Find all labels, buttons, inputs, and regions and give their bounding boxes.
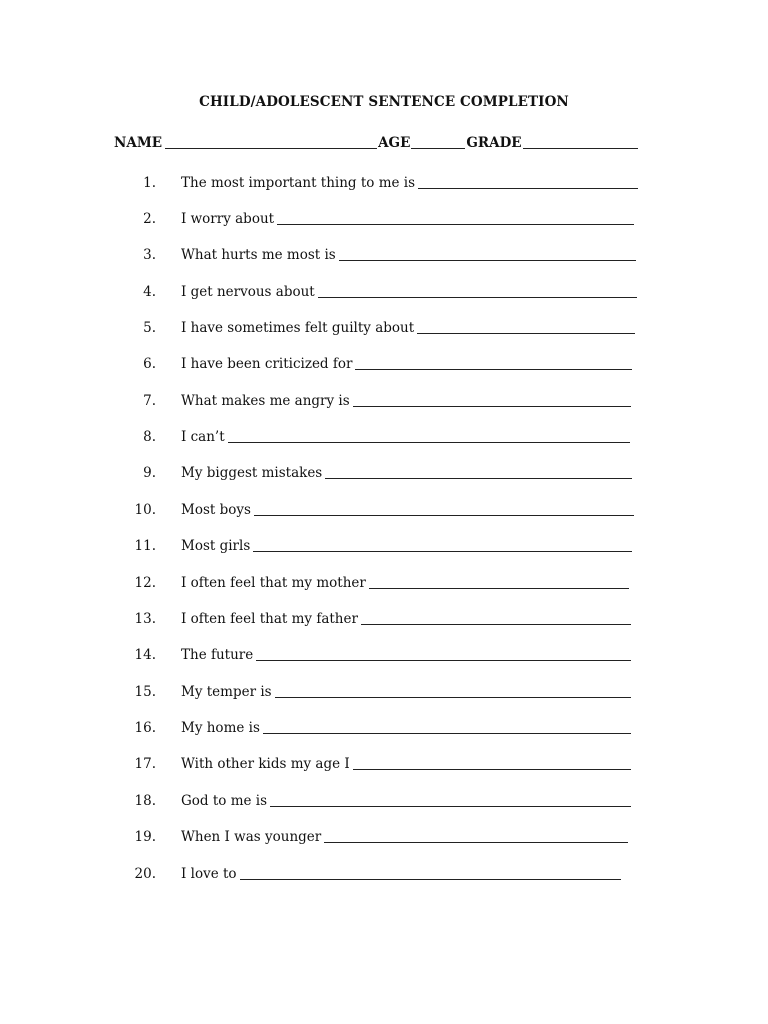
item-number: 20.	[134, 866, 156, 882]
item-line	[181, 718, 631, 738]
answer-blank[interactable]	[353, 392, 631, 407]
answer-blank[interactable]	[240, 865, 621, 880]
item-number: 6.	[143, 356, 156, 372]
grade-blank[interactable]	[523, 134, 638, 149]
sentence-item	[0, 318, 768, 338]
item-line	[181, 609, 631, 629]
sentence-item	[0, 427, 768, 447]
item-line	[181, 354, 632, 374]
item-prompt: I often feel that my father	[181, 611, 358, 627]
item-line	[181, 391, 631, 411]
sentence-item	[0, 645, 768, 665]
item-line	[181, 791, 631, 811]
sentence-item	[0, 754, 768, 774]
item-prompt: God to me is	[181, 793, 268, 809]
sentence-item	[0, 173, 768, 193]
item-prompt: I have sometimes felt guilty about	[181, 320, 415, 336]
sentence-item	[0, 827, 768, 847]
sentence-item	[0, 791, 768, 811]
answer-blank[interactable]	[263, 719, 631, 734]
item-number: 8.	[143, 429, 156, 445]
item-line	[181, 754, 631, 774]
answer-blank[interactable]	[228, 428, 630, 443]
answer-blank[interactable]	[339, 246, 636, 261]
item-prompt: I love to	[181, 866, 237, 882]
age-blank[interactable]	[411, 134, 465, 149]
sentence-item	[0, 536, 768, 556]
item-line	[181, 864, 621, 884]
item-line	[181, 427, 630, 447]
sentence-item	[0, 354, 768, 374]
sentence-item	[0, 463, 768, 483]
item-line	[181, 318, 635, 338]
item-prompt: The future	[181, 647, 254, 663]
item-line	[181, 463, 632, 483]
sentence-item	[0, 682, 768, 702]
age-label: AGE	[378, 135, 411, 151]
item-prompt: My temper is	[181, 684, 272, 700]
item-number: 11.	[134, 538, 156, 554]
answer-blank[interactable]	[253, 537, 632, 552]
item-prompt: The most important thing to me is	[181, 175, 416, 191]
item-number: 5.	[143, 320, 156, 336]
item-prompt: Most girls	[181, 538, 251, 554]
name-blank[interactable]	[165, 134, 377, 149]
item-number: 12.	[134, 575, 156, 591]
sentence-item	[0, 282, 768, 302]
item-prompt: I get nervous about	[181, 284, 315, 300]
answer-blank[interactable]	[275, 683, 631, 698]
item-line	[181, 173, 638, 193]
item-line	[181, 282, 637, 302]
item-line	[181, 682, 631, 702]
item-number: 2.	[143, 211, 156, 227]
sentence-item	[0, 609, 768, 629]
answer-blank[interactable]	[361, 610, 631, 625]
answer-blank[interactable]	[277, 210, 634, 225]
item-line	[181, 536, 632, 556]
answer-blank[interactable]	[256, 646, 631, 661]
item-number: 4.	[143, 284, 156, 300]
answer-blank[interactable]	[369, 574, 629, 589]
answer-blank[interactable]	[417, 319, 635, 334]
item-number: 7.	[143, 393, 156, 409]
item-number: 16.	[134, 720, 156, 736]
sentence-item	[0, 391, 768, 411]
answer-blank[interactable]	[353, 755, 631, 770]
item-number: 17.	[134, 756, 156, 772]
answer-blank[interactable]	[318, 283, 637, 298]
item-prompt: Most boys	[181, 502, 251, 518]
answer-blank[interactable]	[355, 355, 632, 370]
answer-blank[interactable]	[254, 501, 634, 516]
item-line	[181, 500, 634, 520]
item-prompt: I can’t	[181, 429, 225, 445]
item-prompt: My biggest mistakes	[181, 465, 323, 481]
item-line	[181, 209, 634, 229]
item-prompt: I have been criticized for	[181, 356, 353, 372]
item-number: 13.	[134, 611, 156, 627]
item-number: 1.	[143, 175, 156, 191]
sentence-item	[0, 500, 768, 520]
sentence-item	[0, 718, 768, 738]
grade-label: GRADE	[466, 135, 522, 151]
sentence-item	[0, 573, 768, 593]
sentence-item	[0, 245, 768, 265]
answer-blank[interactable]	[270, 792, 631, 807]
answer-blank[interactable]	[325, 464, 632, 479]
answer-blank[interactable]	[324, 828, 628, 843]
item-line	[181, 245, 636, 265]
answer-blank[interactable]	[418, 174, 638, 189]
item-prompt: What hurts me most is	[181, 247, 336, 263]
item-number: 14.	[134, 647, 156, 663]
student-info-row	[114, 134, 638, 152]
item-number: 3.	[143, 247, 156, 263]
sentence-item	[0, 864, 768, 884]
name-label: NAME	[114, 135, 163, 151]
item-line	[181, 827, 628, 847]
item-line	[181, 645, 631, 665]
item-number: 19.	[134, 829, 156, 845]
item-prompt: I worry about	[181, 211, 275, 227]
item-number: 18.	[134, 793, 156, 809]
item-number: 10.	[134, 502, 156, 518]
item-number: 9.	[143, 465, 156, 481]
item-prompt: With other kids my age I	[181, 756, 350, 772]
document-title: CHILD/ADOLESCENT SENTENCE COMPLETION	[199, 94, 569, 110]
item-number: 15.	[134, 684, 156, 700]
item-prompt: I often feel that my mother	[181, 575, 366, 591]
sentence-item	[0, 209, 768, 229]
item-prompt: What makes me angry is	[181, 393, 350, 409]
item-line	[181, 573, 629, 593]
item-prompt: When I was younger	[181, 829, 322, 845]
item-prompt: My home is	[181, 720, 260, 736]
